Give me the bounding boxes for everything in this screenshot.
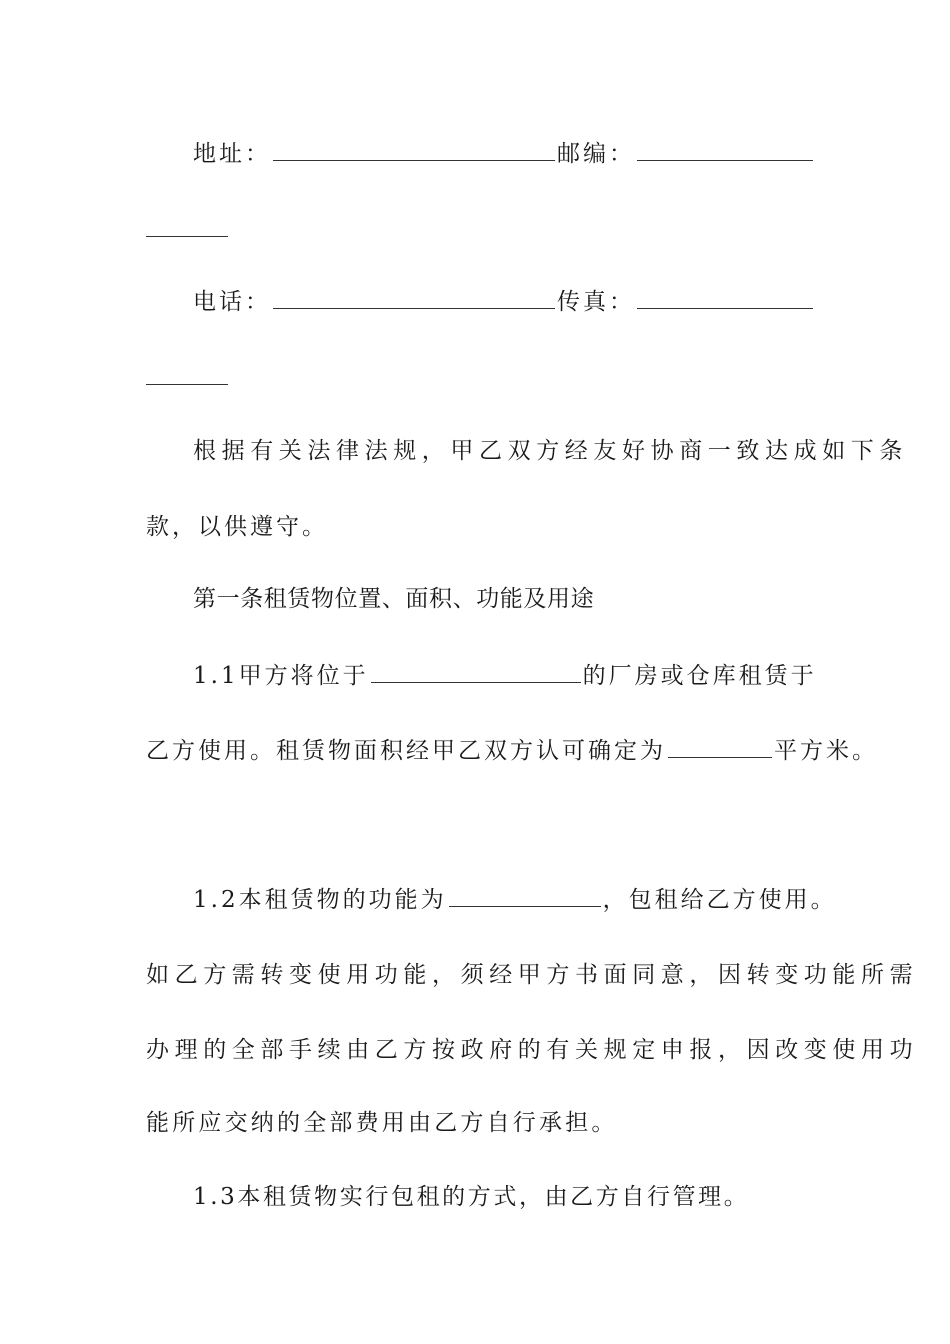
article-1-heading: 第一条租赁物位置、面积、功能及用途 [193,586,595,612]
phone-label: 电话： [193,289,271,315]
clause-1-2-line-3: 办理的全部手续由乙方按政府的有关规定申报，因改变使用功 [146,1037,919,1063]
function-blank [449,884,601,907]
clause-1-1-line-1 [193,660,817,691]
area-blank [668,735,772,758]
fax-label: 传真： [557,289,635,315]
phone-row [193,286,815,317]
clause-1-1-prefix: 1.1甲方将位于 [193,663,369,689]
fax-blank [637,286,813,309]
clause-1-2-line-4: 能所应交纳的全部费用由乙方自行承担。 [146,1110,618,1136]
postcode-blank-continued [146,236,228,237]
intro-line-2: 款，以供遵守。 [146,514,328,540]
clause-1-1-line-2-suffix: 平方米。 [774,738,878,764]
phone-blank [273,286,555,309]
clause-1-2-prefix: 1.2本租赁物的功能为 [193,887,447,913]
clause-1-2-line-1 [193,884,837,915]
fax-blank-continued [146,384,228,385]
postcode-label: 邮编： [557,141,635,167]
clause-1-2-line-2: 如乙方需转变使用功能，须经甲方书面同意，因转变功能所需 [146,962,919,988]
clause-1-1-line-2-prefix: 乙方使用。租赁物面积经甲乙双方认可确定为 [146,738,666,764]
address-row [193,138,815,169]
address-blank [273,138,555,161]
location-blank [371,660,581,683]
clause-1-1-line-2 [146,735,878,766]
clause-1-1-suffix: 的厂房或仓库租赁于 [582,663,817,689]
address-label: 地址： [193,141,271,167]
clause-1-2-suffix: ，包租给乙方使用。 [602,887,837,913]
clause-1-3: 1.3本租赁物实行包租的方式，由乙方自行管理。 [193,1184,750,1210]
postcode-blank [637,138,813,161]
intro-line-1: 根据有关法律法规，甲乙双方经友好协商一致达成如下条 [193,438,908,464]
